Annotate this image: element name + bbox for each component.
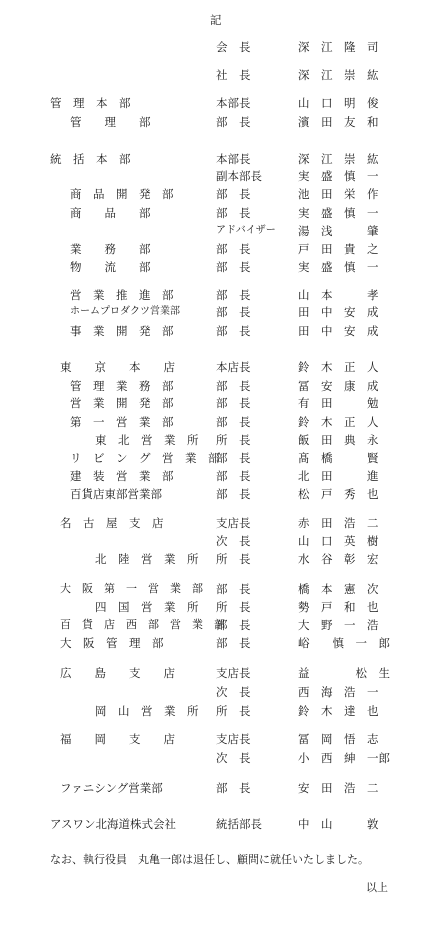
department-label: 岡 山 営 業 所	[95, 704, 199, 718]
personnel-row	[0, 702, 432, 720]
personnel-row	[0, 66, 432, 84]
personnel-row	[0, 485, 432, 503]
person-name: 深 江 隆 司	[298, 40, 379, 54]
person-name: 実 盛 慎 一	[298, 260, 379, 274]
personnel-row	[0, 449, 432, 467]
position-title: 部 長	[216, 487, 251, 501]
position-title: 会 長	[216, 40, 251, 54]
department-label: 第 一 営 業 部	[70, 415, 174, 429]
person-name: 湯 浅 肇	[298, 224, 379, 238]
personnel-row	[0, 322, 432, 340]
department-label: 大 阪 第 一 営 業 部	[60, 582, 203, 595]
closing-mark: 以上	[366, 881, 388, 894]
person-name: 深 江 崇 紘	[298, 152, 379, 166]
personnel-row	[0, 467, 432, 485]
position-title: 支店長	[216, 516, 251, 530]
department-label: 広 島 支 店	[60, 666, 175, 680]
person-name: 小 西 紳 一郎	[298, 751, 390, 765]
person-name: 北 田 進	[298, 469, 379, 483]
department-label: アスワン北海道株式会社	[50, 817, 177, 831]
person-name: 水 谷 彰 宏	[298, 552, 379, 566]
personnel-row	[0, 394, 432, 412]
personnel-row	[0, 38, 432, 56]
personnel-row	[0, 258, 432, 276]
position-title: 次 長	[216, 685, 251, 699]
personnel-row	[0, 185, 432, 203]
department-label: 営 業 開 発 部	[70, 396, 174, 410]
personnel-row	[0, 634, 432, 652]
personnel-row	[0, 514, 432, 532]
person-name: 実 盛 慎 一	[298, 206, 379, 220]
position-title: 部 長	[216, 451, 251, 465]
department-label: 統 括 本 部	[50, 152, 131, 166]
personnel-row	[0, 616, 432, 634]
position-title: 部 長	[216, 469, 251, 483]
personnel-row	[0, 532, 432, 550]
department-label: 建 装 営 業 部	[70, 469, 174, 483]
position-title: 部 長	[216, 396, 251, 410]
personnel-row	[0, 779, 432, 797]
position-title: 社 長	[216, 68, 251, 82]
position-title: 部 長	[216, 324, 251, 338]
department-label: 福 岡 支 店	[60, 732, 175, 746]
personnel-row	[0, 286, 432, 304]
department-label: 物 流 部	[70, 260, 151, 274]
position-title: 部 長	[216, 260, 251, 274]
person-name: 髙 橋 賢	[298, 451, 379, 465]
person-name: 赤 田 浩 二	[298, 516, 379, 530]
person-name: 冨 岡 悟 志	[298, 732, 379, 746]
personnel-row	[0, 303, 432, 321]
person-name: 安 田 浩 二	[298, 781, 379, 795]
position-title: 副本部長	[216, 169, 262, 183]
department-label: 百貨店東部営業部	[70, 487, 162, 501]
person-name: 池 田 栄 作	[298, 187, 379, 201]
personnel-row	[0, 94, 432, 112]
person-name: 松 戸 秀 也	[298, 487, 379, 501]
personnel-row	[0, 377, 432, 395]
position-title: 部 長	[216, 206, 251, 220]
personnel-row	[0, 664, 432, 682]
personnel-row	[0, 113, 432, 131]
position-title: アドバイザー	[216, 225, 276, 236]
position-title: 支店長	[216, 666, 251, 680]
position-title: 部 長	[216, 305, 251, 319]
position-title: 次 長	[216, 751, 251, 765]
personnel-row	[0, 413, 432, 431]
personnel-row	[0, 240, 432, 258]
personnel-row	[0, 167, 432, 185]
person-name: 戸 田 貴 之	[298, 242, 379, 256]
department-label: 四 国 営 業 所	[95, 600, 199, 614]
department-label: 管 理 業 務 部	[70, 379, 174, 393]
department-label: 事 業 開 発 部	[70, 324, 174, 338]
position-title: 本部長	[216, 96, 251, 110]
position-title: 部 長	[216, 288, 251, 302]
person-name: 鈴 木 正 人	[298, 360, 379, 374]
personnel-row	[0, 358, 432, 376]
position-title: 所 長	[216, 704, 251, 718]
position-title: 所 長	[216, 600, 251, 614]
department-label: 管 理 部	[70, 115, 151, 129]
document-header: 記	[210, 13, 222, 27]
department-label: 管 理 本 部	[50, 96, 131, 110]
department-label: 東 北 営 業 所	[95, 433, 199, 447]
closing-note: なお、執行役員 丸亀一郎は退任し、顧問に就任いたしました。	[50, 853, 369, 866]
personnel-row	[0, 749, 432, 767]
position-title: 部 長	[216, 618, 251, 632]
position-title: 部 長	[216, 781, 251, 795]
department-label: 名 古 屋 支 店	[60, 516, 164, 530]
personnel-row	[0, 431, 432, 449]
person-name: 橋 本 憲 次	[298, 582, 379, 596]
department-label: ホームプロダクツ営業部	[70, 306, 180, 317]
person-name: 勢 戸 和 也	[298, 600, 379, 614]
position-title: 部 長	[216, 115, 251, 129]
person-name: 山 口 明 俊	[298, 96, 379, 110]
position-title: 部 長	[216, 242, 251, 256]
position-title: 部 長	[216, 636, 251, 650]
person-name: 峪 慎 一 郎	[298, 636, 390, 650]
department-label: 商 品 開 発 部	[70, 187, 174, 201]
personnel-row	[0, 204, 432, 222]
personnel-row	[0, 598, 432, 616]
position-title: 本部長	[216, 152, 251, 166]
position-title: 部 長	[216, 415, 251, 429]
department-label: 商 品 部	[70, 206, 151, 220]
personnel-row	[0, 730, 432, 748]
department-label: 百 貨 店 西 部 営 業 部	[60, 618, 225, 631]
person-name: 西 海 浩 一	[298, 685, 379, 699]
person-name: 実 盛 慎 一	[298, 169, 379, 183]
person-name: 冨 安 康 成	[298, 379, 379, 393]
department-label: 業 務 部	[70, 242, 151, 256]
person-name: 有 田 勉	[298, 396, 379, 410]
personnel-row	[0, 815, 432, 833]
position-title: 部 長	[216, 582, 251, 596]
personnel-row	[0, 683, 432, 701]
position-title: 所 長	[216, 433, 251, 447]
person-name: 田 中 安 成	[298, 305, 379, 319]
position-title: 次 長	[216, 534, 251, 548]
person-name: 益 松 生	[298, 666, 390, 680]
personnel-row	[0, 222, 432, 240]
personnel-row	[0, 150, 432, 168]
personnel-row	[0, 550, 432, 568]
person-name: 鈴 木 正 人	[298, 415, 379, 429]
person-name: 深 江 崇 紘	[298, 68, 379, 82]
person-name: 山 口 英 樹	[298, 534, 379, 548]
position-title: 本店長	[216, 360, 251, 374]
person-name: 田 中 安 成	[298, 324, 379, 338]
person-name: 飯 田 典 永	[298, 433, 379, 447]
person-name: 鈴 木 達 也	[298, 704, 379, 718]
person-name: 濱 田 友 和	[298, 115, 379, 129]
department-label: 大 阪 管 理 部	[60, 636, 164, 650]
department-label: 営 業 推 進 部	[70, 288, 174, 302]
person-name: 山 本 孝	[298, 288, 379, 302]
department-label: リ ビ ン グ 営 業 部	[70, 451, 220, 465]
department-label: ファニシング営業部	[60, 781, 163, 795]
personnel-row	[0, 580, 432, 598]
position-title: 統括部長	[216, 817, 262, 831]
person-name: 中 山 敦	[298, 817, 379, 831]
position-title: 部 長	[216, 187, 251, 201]
position-title: 部 長	[216, 379, 251, 393]
department-label: 北 陸 営 業 所	[95, 552, 199, 566]
person-name: 大 野 一 浩	[298, 618, 379, 632]
position-title: 支店長	[216, 732, 251, 746]
position-title: 所 長	[216, 552, 251, 566]
department-label: 東 京 本 店	[60, 360, 175, 374]
